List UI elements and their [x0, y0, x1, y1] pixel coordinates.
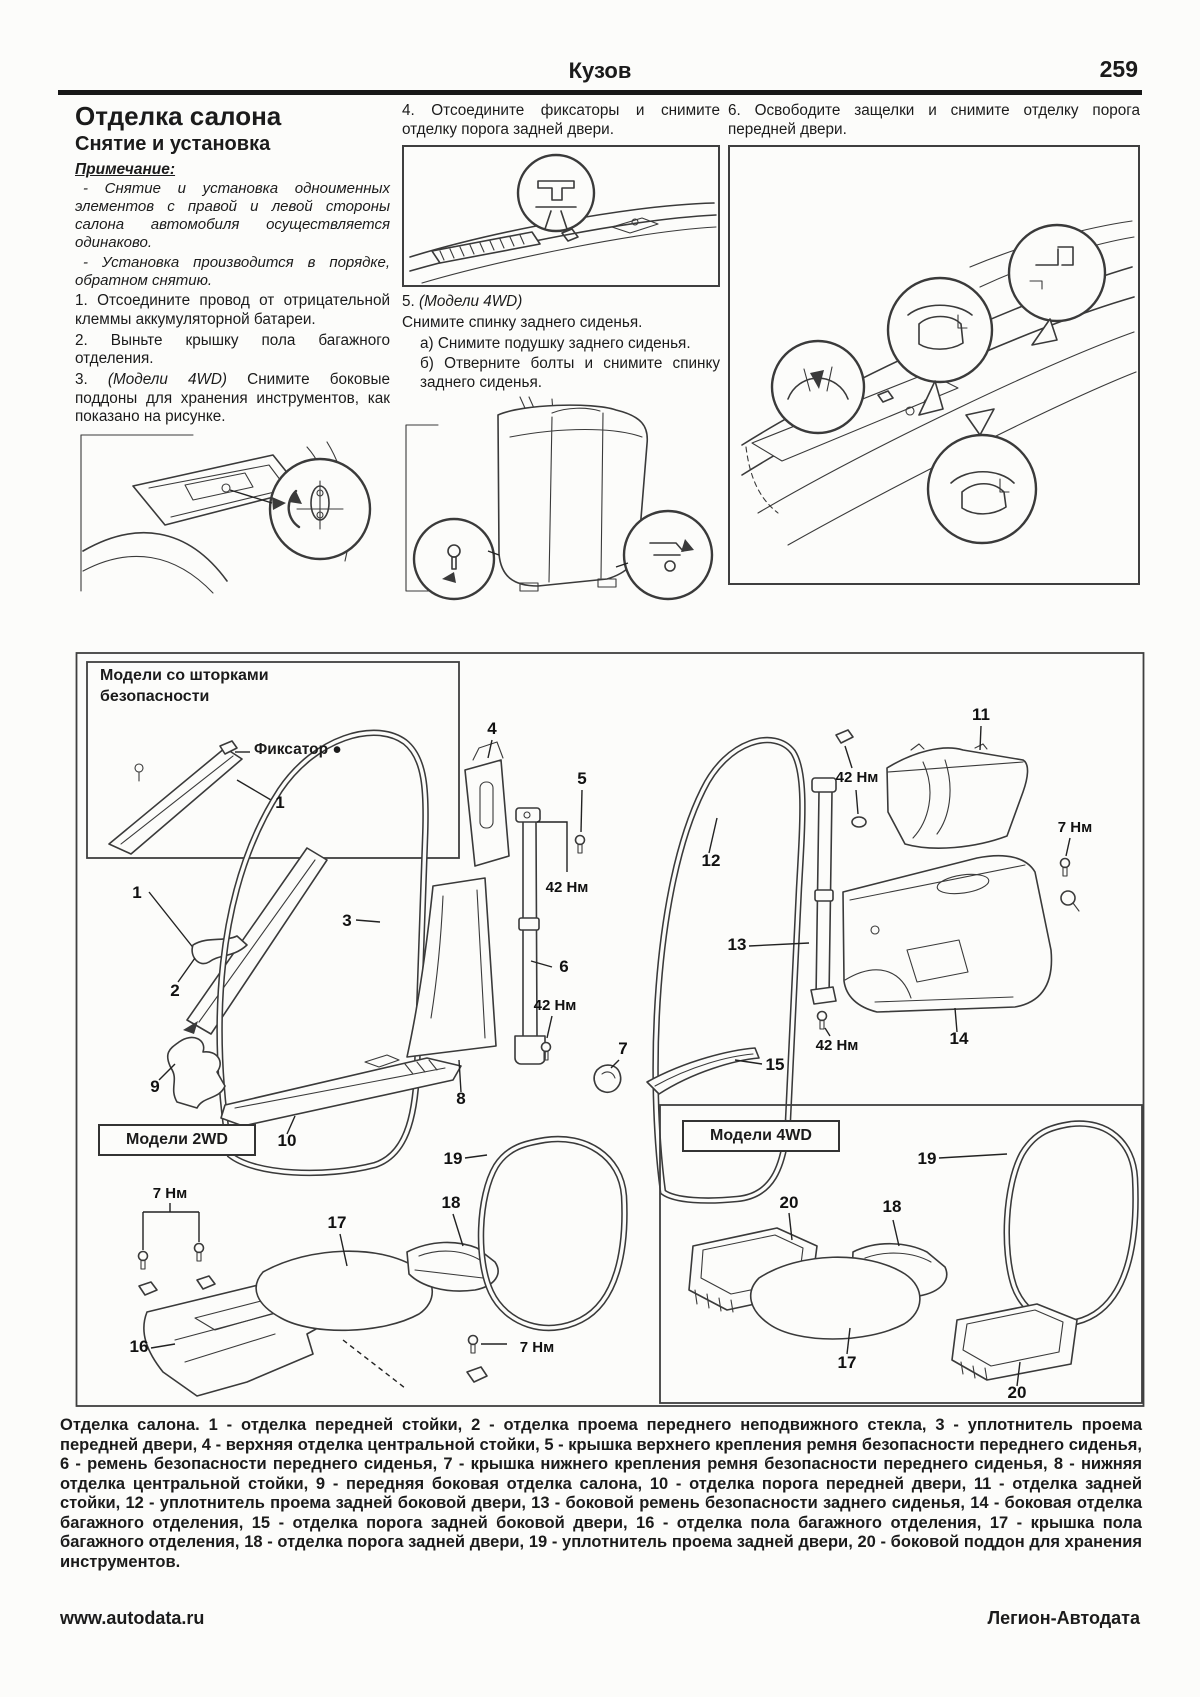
footer-publisher: Легион-Автодата — [987, 1608, 1140, 1628]
rear-sill-figure — [402, 145, 720, 287]
fixator-label: Фиксатор ● — [254, 741, 342, 758]
part-number-label: 20 — [1007, 1383, 1027, 1402]
inset-trim-drawing — [109, 741, 271, 854]
step-6: 6. Освободите защелки и снимите отделку порога передней двери. — [728, 102, 1140, 138]
luggage-floor-cover-2wd-drawing — [256, 1234, 432, 1330]
part-number-label: 17 — [327, 1213, 347, 1232]
torque-label: 42 Нм — [533, 997, 577, 1014]
step-5a: а) Снимите подушку заднего сиденья. — [420, 334, 691, 352]
luggage-side-trim-drawing — [843, 856, 1051, 1032]
front-door-sill-trim-drawing — [221, 1055, 461, 1134]
section-title: Кузов — [568, 58, 632, 83]
front-seat-belt-drawing — [515, 808, 552, 1064]
step-5-text: Снимите спинку заднего сиденья. — [402, 313, 643, 331]
rear-door-weatherstrip-2wd-drawing — [465, 1139, 624, 1328]
part-number-label: 15 — [765, 1055, 785, 1074]
part-number-label: 19 — [917, 1149, 937, 1168]
torque-label: 7 Нм — [152, 1185, 188, 1202]
step-3-text: Снимите боковые поддоны для хранения инструментов, как показано на рисунке. — [75, 371, 390, 426]
part-number-label: 2 — [170, 981, 180, 1000]
belt-lower-cover-drawing — [594, 1060, 620, 1092]
exploded-view-figure — [75, 650, 1145, 1410]
part-number-label: 9 — [150, 1077, 160, 1096]
part-number-label: 5 — [577, 769, 587, 788]
center-pillar-upper-trim-drawing — [465, 740, 509, 866]
step-5-model-note: (Модели 4WD) — [419, 293, 523, 311]
header-rule — [58, 90, 1142, 95]
torque-label: 7 Нм — [519, 1339, 555, 1356]
model-4wd-box: Модели 4WD — [682, 1120, 840, 1152]
step-3 — [75, 371, 390, 427]
storage-tray-lower-drawing — [952, 1304, 1077, 1386]
part-number-label: 10 — [277, 1131, 297, 1150]
step-4: 4. Отсоедините фиксаторы и снимите отделку порога задней двери. — [402, 102, 720, 138]
part-number-label: 19 — [443, 1149, 463, 1168]
page-number: 259 — [1099, 56, 1138, 82]
column-1 — [75, 102, 390, 597]
seat-back-figure — [402, 395, 720, 603]
front-sill-figure — [728, 145, 1140, 585]
part-number-label: 18 — [882, 1197, 902, 1216]
step-5 — [402, 293, 720, 312]
torque-label: 42 Нм — [545, 879, 589, 896]
step-2: 2. Выньте крышку пола багажного отделения. — [75, 331, 390, 368]
page-title: Отделка салона — [75, 101, 282, 131]
torque-label: 42 Нм — [835, 769, 879, 786]
luggage-floor-cover-4wd-drawing — [751, 1257, 920, 1354]
part-number-label: 1 — [132, 883, 142, 902]
step-3-model-note: (Модели 4WD) — [107, 371, 228, 388]
rear-pillar-trim-drawing — [887, 726, 1028, 848]
note-item: - Снятие и установка одноименных элементов с правой и левой стороны салона автомобиля осуществляется одинаково. — [75, 179, 390, 252]
inset-box-title: Модели со шторками безопасности — [100, 667, 269, 705]
rear-side-sill-trim-drawing — [647, 1048, 762, 1094]
part-number-label: 8 — [456, 1089, 466, 1108]
note-label: Примечание: — [75, 160, 176, 178]
part-number-label: 20 — [779, 1193, 799, 1212]
torque-label: 42 Нм — [815, 1037, 859, 1054]
part-number-label: 12 — [701, 851, 721, 870]
part-number-label: 16 — [129, 1337, 149, 1356]
part-number-label: 1 — [275, 793, 285, 812]
torque-bracket-2wd — [139, 1203, 216, 1295]
part-number-label: 18 — [441, 1193, 461, 1212]
part-number-label: 14 — [949, 1029, 969, 1048]
footer-website: www.autodata.ru — [60, 1608, 205, 1628]
part-number-label: 4 — [487, 719, 497, 738]
step-5b: б) Отверните болты и снимите спинку заднего сиденья. — [420, 355, 720, 391]
page-subtitle: Снятие и установка — [75, 132, 271, 155]
step-1: 1. Отсоедините провод от отрицательной клеммы аккумуляторной батареи. — [75, 292, 390, 329]
model-2wd-box: Модели 2WD — [98, 1124, 256, 1156]
part-number-label: 7 — [618, 1039, 628, 1058]
parts-legend: Отделка салона. 1 - отделка передней стойки, 2 - отделка проема переднего неподвижного стекла, 3 - уплотнитель проема передней двери, 4 - верхняя отделка центральной стойки, 5 - крышка верхнего крепления ремня безопасности переднего сиденья, 6 - ремень безопасности переднего сиденья, 7 - крышка нижнего крепления ремня безопасности переднего сиденья, 8 - нижняя отделка центральной стойки, 9 - передняя боковая отделка салона, 10 - отделка порога передней двери, 11 - отделка задней стойки, 12 - уплотнитель проема задней боковой двери, 13 - боковой ремень безопасности заднего сиденья, 14 - боковая отделка багажного отделения, 15 - отделка порога задней боковой двери, 16 - отделка пола багажного отделения, 17 - крышка пола багажного отделения, 18 - отделка порога задней двери, 19 - уплотнитель проема задней двери, 20 - боковой поддон для хранения инструментов. — [60, 1416, 1142, 1571]
front-side-trim-drawing — [159, 1037, 225, 1108]
torque-label: 7 Нм — [1057, 819, 1093, 836]
part-number-label: 17 — [837, 1353, 857, 1372]
rear-door-weatherstrip-4wd-drawing — [939, 1124, 1136, 1324]
part-number-label: 13 — [727, 935, 747, 954]
column-3 — [728, 102, 1140, 585]
step-5-number: 5. — [402, 293, 415, 311]
part-number-label: 6 — [559, 957, 569, 976]
part-number-label: 11 — [972, 705, 990, 724]
tool-tray-figure — [75, 429, 390, 597]
part-number-label: 3 — [342, 911, 352, 930]
step-3-number: 3. — [75, 371, 88, 388]
column-2 — [402, 102, 720, 603]
note-item: - Установка производится в порядке, обратном снятию. — [75, 253, 390, 290]
